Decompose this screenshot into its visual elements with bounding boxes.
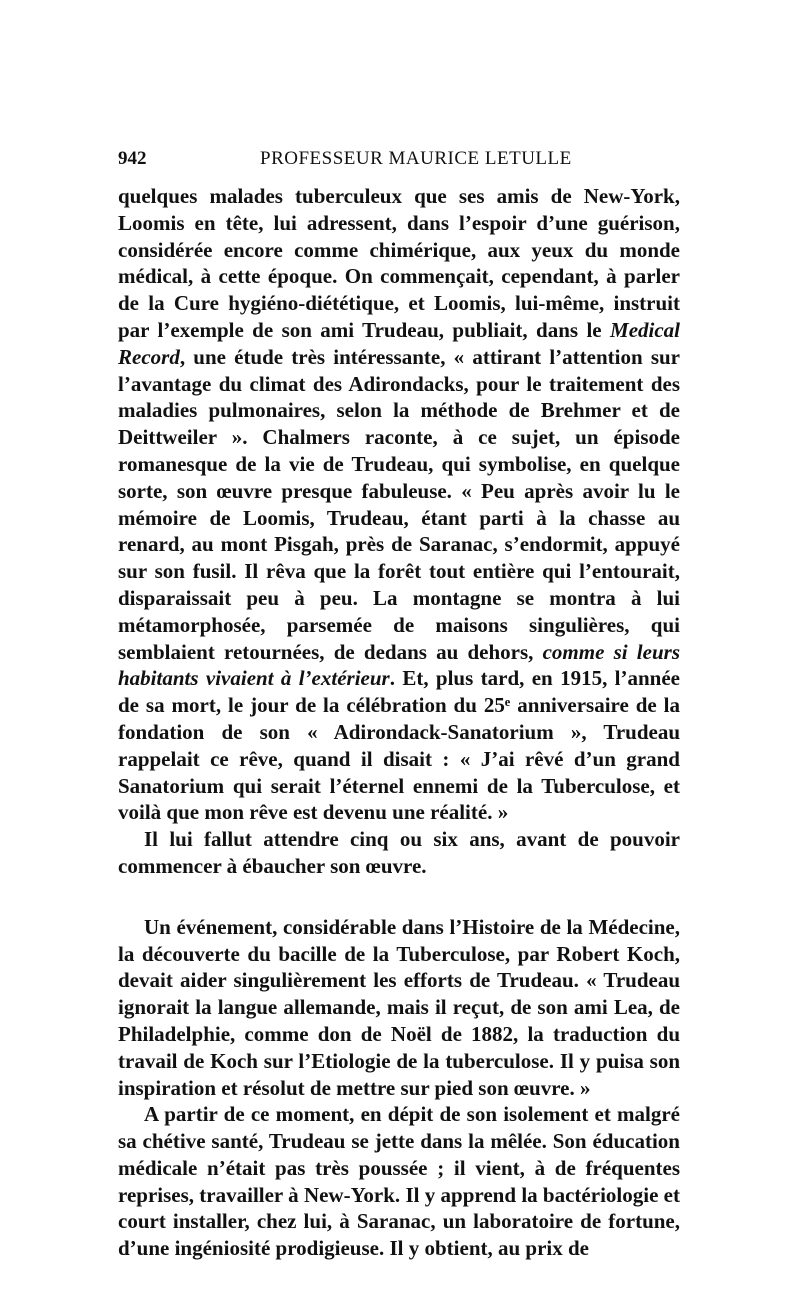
text-run: Un événement, considérable dans l’Histoire de la Médecine, la découverte du bacille de la Tuberculose, par Robert Koch, devait aider singulièrement les efforts de Trudeau. « Trudeau ignorait la langue allemande, mais il reçut, de son ami Lea, de Philadelphie, comme don de Noël de 1882, la traduction du travail de Koch sur l’Etiologie de la tuberculose. Il y puisa son inspiration et résolut de mettre sur pied son œuvre. » [118,914,680,1100]
text-run: quelques malades tuberculeux que ses amis de New-York, Loomis en tête, lui adressent, dans l’espoir d’une guérison, considérée encore comme chimérique, aux yeux du monde médical, à cette époque. On commençait, cependant, à parler de la Cure hygiéno-diététique, et Loomis, lui-même, instruit par l’exemple de son ami Trudeau, publiait, dans le [118,184,680,342]
text-run: , une étude très intéressante, « attirant l’attention sur l’avantage du climat des Adirondacks, pour le traitement des maladies pulmonaires, selon la méthode de Brehmer et de Deittweiler ». Chalmers raconte, à ce sujet, un épisode romanesque de la vie de Trudeau, qui symbolise, en quelque sorte, son œuvre presque fabuleuse. « Peu après avoir lu le mémoire de Loomis, Trudeau, étant parti à la chasse au renard, au mont Pisgah, près de Saranac, s’endormit, appuyé sur son fusil. Il rêva que la forêt tout entière qui l’entourait, disparaissait peu à peu. La montagne se montra à lui métamorphosée, parsemée de maisons singulières, qui semblaient retournées, de dedans au dehors, [118,344,680,664]
running-head: PROFESSEUR MAURICE LETULLE [260,148,572,169]
paragraph-1 [118,183,680,826]
page-header [118,148,678,172]
paragraph-4 [118,1101,680,1262]
paragraph-2 [118,826,680,880]
text-run: Il lui fallut attendre cinq ou six ans, avant de pouvoir commencer à ébaucher son œuvre. [118,827,680,878]
page-number: 942 [118,148,147,169]
italic-run: comme si leurs habitants vivaient à l’extérieur [118,639,680,691]
text-run: A partir de ce moment, en dépit de son isolement et malgré sa chétive santé, Trudeau se jette dans la mêlée. Son éducation médicale n’était pas très poussée ; il vient, à de fréquentes reprises, travailler à New-York. Il y apprend la bactériologie et court installer, chez lui, à Saranac, un laboratoire de fortune, d’une ingéniosité prodigieuse. Il y obtient, au prix de [118,1102,680,1261]
italic-run: Medical Record [118,317,680,369]
body-text [118,183,680,1262]
text-run: . Et, plus tard, en 1915, l’année de sa mort, le jour de la célébration du 25ᵉ anniversaire de la fondation de son « Adirondack-Sanatorium », Trudeau rappelait ce rêve, quand il disait : « J’ai rêvé d’un grand Sanatorium qui serait l’éternel ennemi de la Tuberculose, et voilà que mon rêve est devenu une réalité. » [118,666,680,825]
paragraph-3 [118,914,680,1102]
section-gap [118,880,680,914]
